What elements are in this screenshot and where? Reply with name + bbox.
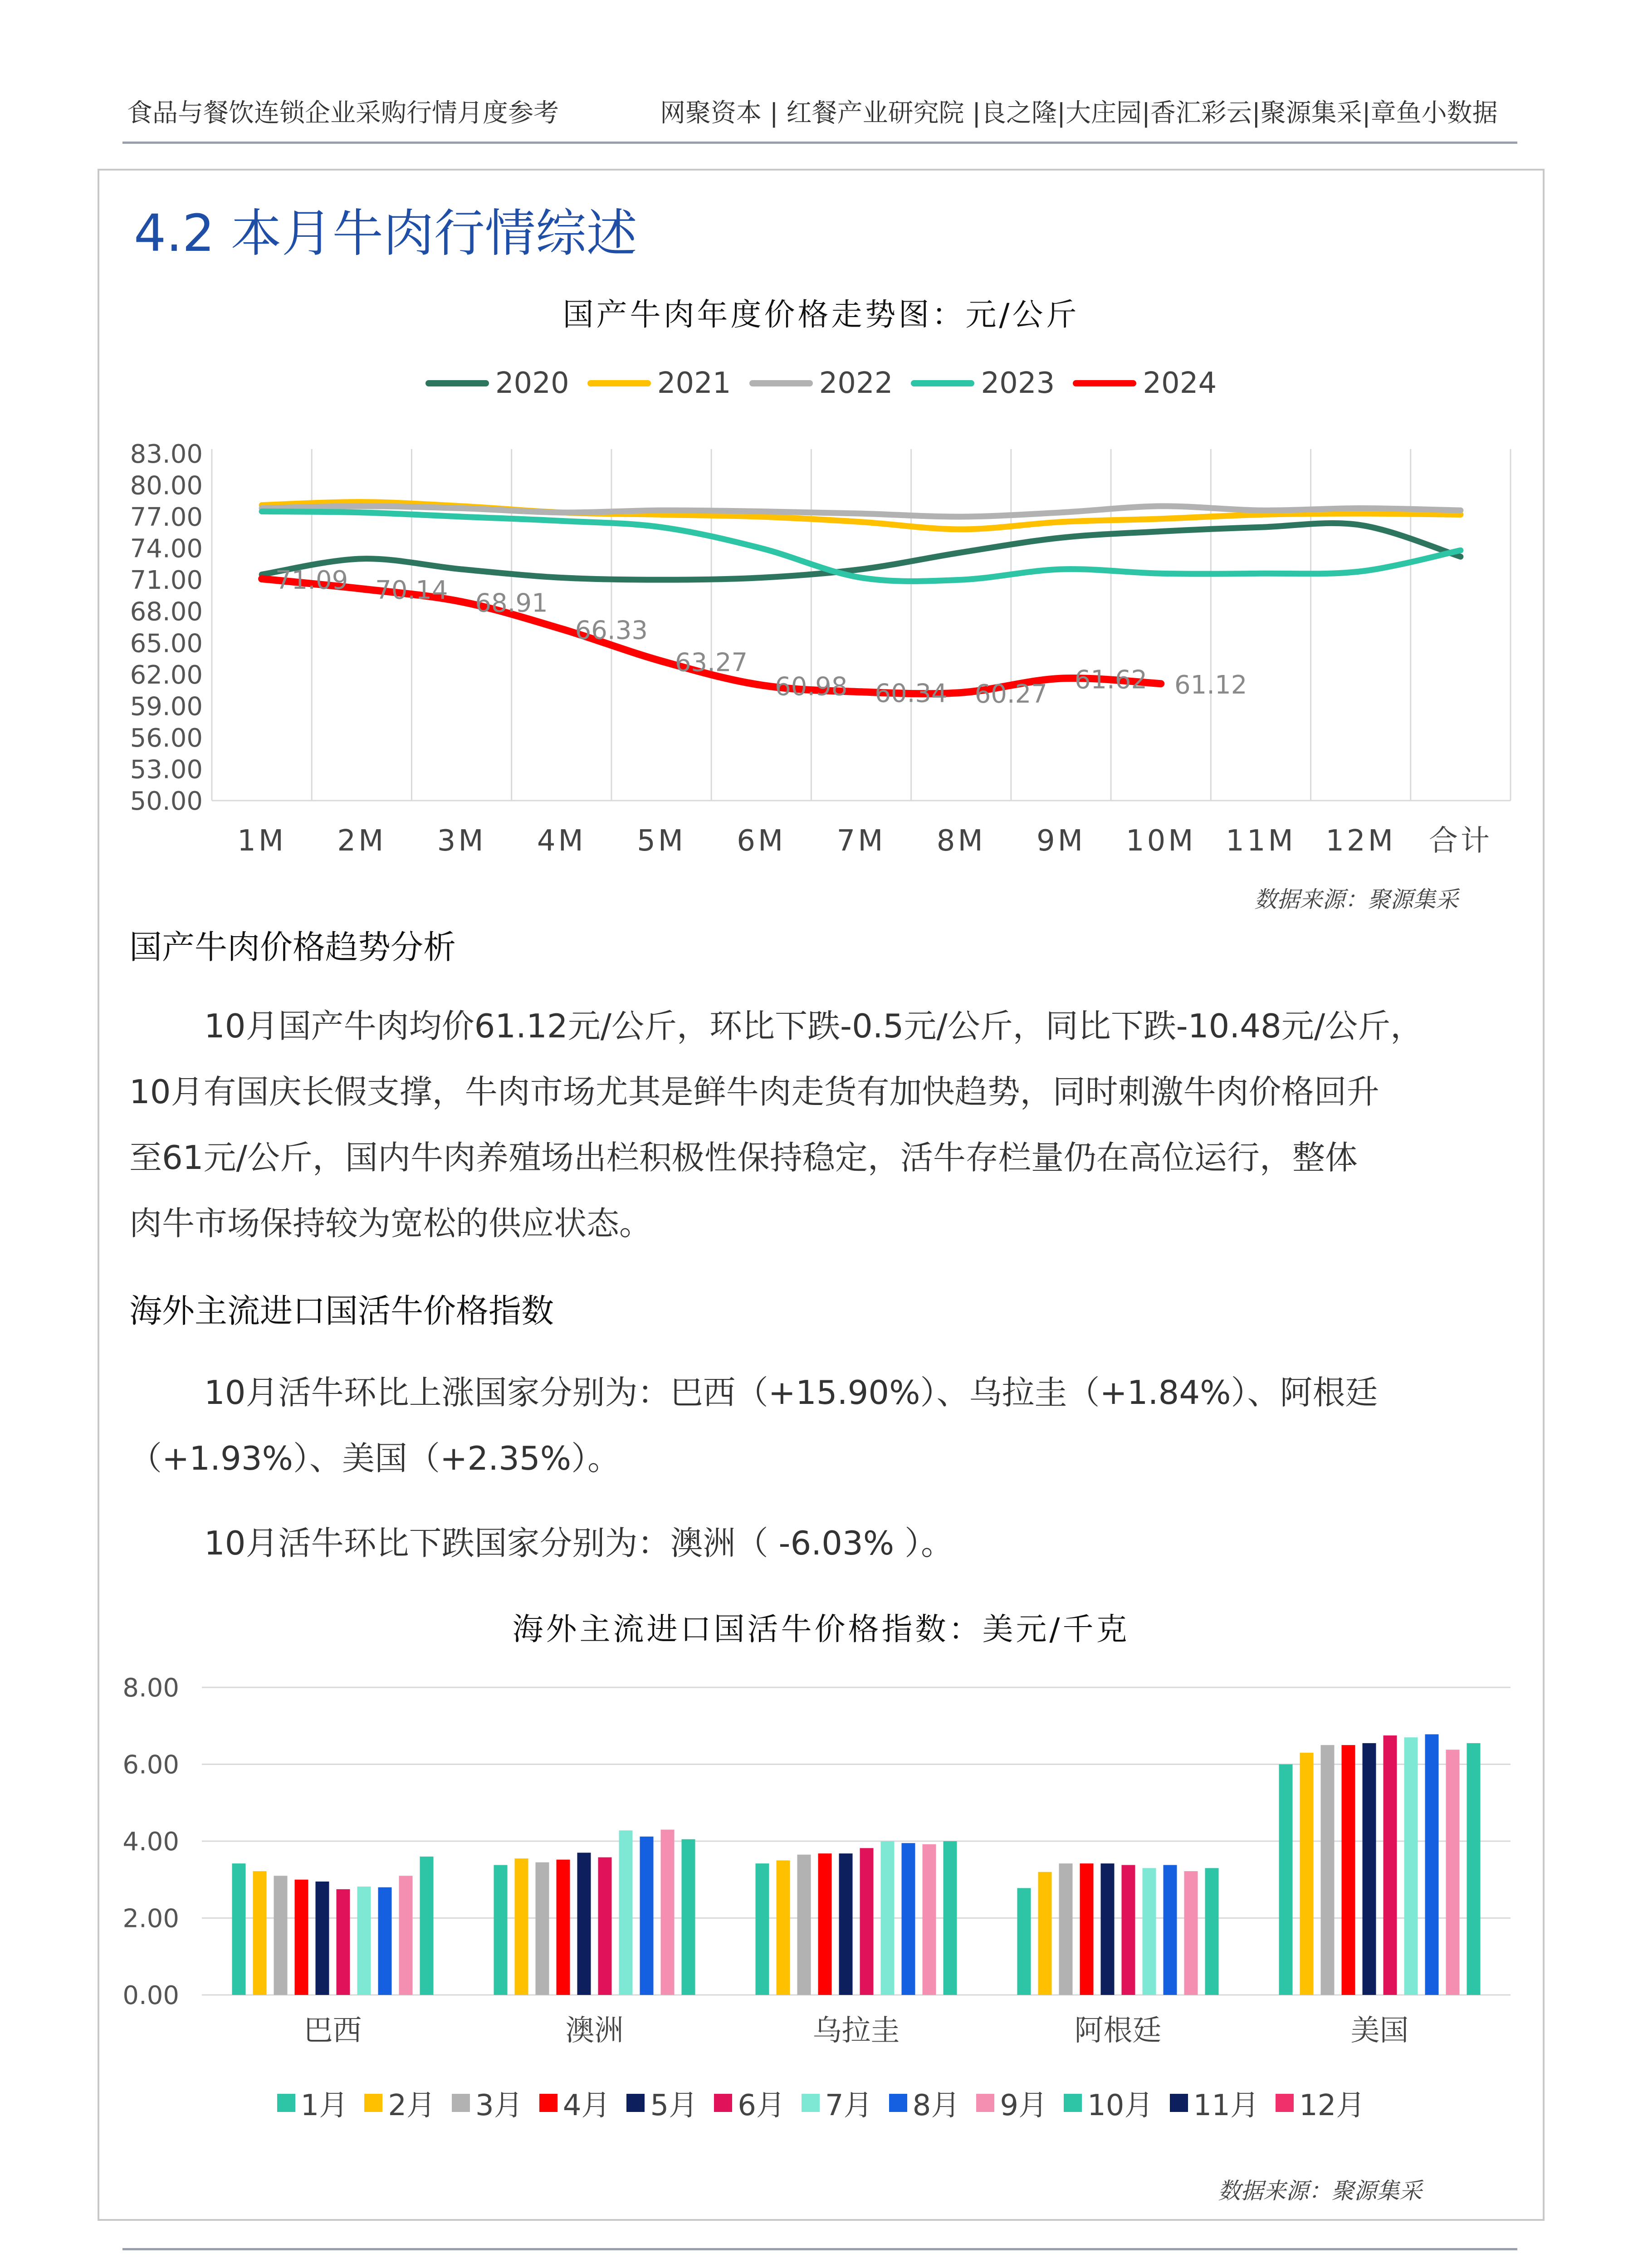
bar-阿根廷-6月: [1122, 1865, 1135, 1995]
bar-x-tick-label: 乌拉圭: [812, 2014, 900, 2048]
bar-美国-7月: [1404, 1737, 1418, 1995]
line-y-tick-label: 83.00: [130, 440, 203, 469]
line-x-tick-label: 11M: [1226, 824, 1296, 858]
bar-澳洲-4月: [557, 1860, 570, 1995]
bar-legend-item: [1170, 2082, 1259, 2124]
header-divider: [122, 142, 1517, 144]
line-x-tick-label: 1M: [237, 824, 287, 858]
line-y-tick-label: 71.00: [130, 566, 203, 596]
bar-巴西-10月: [420, 1857, 434, 1995]
line-data-label: 70.14: [375, 576, 448, 606]
bar-legend-label: 9月: [1000, 2089, 1048, 2122]
bar-legend-label: 4月: [562, 2089, 611, 2122]
bar-美国-8月: [1425, 1734, 1439, 1995]
bar-阿根廷-10月: [1205, 1868, 1219, 1995]
bar-legend-swatch: [976, 2094, 994, 2112]
bar-阿根廷-8月: [1164, 1865, 1177, 1995]
section-title: 4.2 本月牛肉行情综述: [134, 204, 637, 263]
bar-巴西-1月: [232, 1863, 246, 1995]
line-data-label: 66.33: [575, 616, 648, 645]
bar-x-tick-label: 美国: [1350, 2014, 1409, 2048]
line-x-tick-label: 2M: [337, 824, 386, 858]
bar-澳洲-1月: [494, 1865, 508, 1995]
bar-legend-item: [277, 2082, 348, 2124]
bar-巴西-2月: [253, 1871, 267, 1995]
analysis-line-2: 10月有国庆长假支撑，牛肉市场尤其是鲜牛肉走货有加快趋势，同时刺激牛肉价格回升: [129, 1073, 1379, 1111]
line-y-tick-label: 62.00: [130, 660, 203, 690]
bar-legend-swatch: [277, 2094, 295, 2112]
analysis-line-1: 10月国产牛肉均价61.12元/公斤，环比下跌-0.5元/公斤，同比下跌-10.48元/公斤，: [204, 1007, 1423, 1045]
bar-legend-swatch: [1276, 2094, 1294, 2112]
bar-澳洲-9月: [661, 1830, 675, 1995]
bar-巴西-9月: [399, 1876, 413, 1995]
bar-美国-2月: [1300, 1753, 1314, 1995]
bar-巴西-6月: [337, 1889, 350, 1995]
overseas-rise-line-2: （+1.93%）、美国（+2.35%）。: [129, 1439, 621, 1477]
line-data-label: 60.34: [875, 679, 948, 709]
bar-legend-item: [452, 2082, 523, 2124]
line-y-tick-label: 53.00: [130, 755, 203, 785]
line-legend-label: 2021: [657, 367, 731, 400]
bar-美国-5月: [1363, 1743, 1376, 1995]
bar-y-tick-label: 4.00: [122, 1827, 179, 1857]
bar-legend-item: [714, 2082, 785, 2124]
bar-澳洲-8月: [640, 1837, 654, 1995]
bar-乌拉圭-4月: [818, 1853, 832, 1995]
analysis-paragraph: [129, 993, 1517, 1256]
bar-legend-label: 2月: [388, 2089, 436, 2122]
header-publishers: 网聚资本 | 红餐产业研究院 |良之隆|大庄园|香汇彩云|聚源集采|章鱼小数据: [660, 98, 1498, 128]
bar-澳洲-5月: [577, 1853, 591, 1995]
line-data-label: 61.62: [1074, 665, 1148, 695]
bar-x-tick-label: 巴西: [303, 2014, 362, 2048]
bar-阿根廷-2月: [1038, 1872, 1052, 1995]
bar-巴西-4月: [295, 1880, 308, 1995]
bar-y-tick-label: 8.00: [122, 1673, 179, 1703]
line-x-tick-label: 8M: [936, 824, 986, 858]
bar-legend-swatch: [626, 2094, 645, 2112]
line-legend-item: [425, 367, 569, 400]
bar-阿根廷-7月: [1143, 1868, 1156, 1995]
bar-澳洲-10月: [682, 1839, 695, 1995]
line-x-tick-label: 12M: [1325, 824, 1396, 858]
bar-legend-swatch: [1064, 2094, 1082, 2112]
bar-legend-item: [976, 2082, 1047, 2124]
line-data-label: 60.27: [974, 679, 1047, 709]
bar-巴西-7月: [357, 1887, 371, 1995]
bar-y-tick-label: 0.00: [122, 1981, 179, 2010]
bar-y-tick-label: 6.00: [122, 1750, 179, 1780]
line-data-label: 63.27: [675, 648, 748, 678]
bar-乌拉圭-6月: [860, 1848, 874, 1995]
bar-legend-swatch: [714, 2094, 732, 2112]
bar-阿根廷-9月: [1184, 1871, 1198, 1995]
bar-legend-label: 5月: [650, 2089, 698, 2122]
bar-x-tick-label: 澳洲: [565, 2014, 624, 2048]
bar-legend-item: [889, 2082, 960, 2124]
line-chart-source: 数据来源：聚源集采: [1254, 886, 1458, 913]
line-legend-swatch: [911, 380, 974, 386]
line-x-tick-label: 9M: [1036, 824, 1085, 858]
line-y-tick-label: 77.00: [130, 503, 203, 533]
bar-legend-item: [802, 2082, 873, 2124]
bar-legend-item: [626, 2082, 698, 2124]
bar-legend-label: 11月: [1193, 2089, 1259, 2122]
bar-阿根廷-3月: [1059, 1863, 1073, 1995]
line-data-label: 61.12: [1174, 670, 1247, 700]
line-x-tick-label: 10M: [1125, 824, 1196, 858]
line-legend-swatch: [749, 380, 813, 386]
bar-乌拉圭-2月: [777, 1860, 790, 1995]
bar-legend-item: [364, 2082, 435, 2124]
bar-legend-swatch: [452, 2094, 470, 2112]
line-legend-label: 2023: [981, 367, 1055, 400]
bar-澳洲-3月: [536, 1862, 549, 1995]
analysis-heading: 国产牛肉价格趋势分析: [129, 928, 456, 966]
bar-美国-4月: [1342, 1745, 1355, 1995]
line-data-label: 60.98: [775, 672, 848, 702]
bar-y-tick-label: 2.00: [122, 1904, 179, 1934]
bar-乌拉圭-7月: [881, 1841, 895, 1995]
line-legend-item: [749, 367, 893, 400]
bar-x-tick-label: 阿根廷: [1074, 2014, 1162, 2048]
line-legend-label: 2020: [495, 367, 569, 400]
bar-阿根廷-4月: [1080, 1863, 1094, 1995]
line-legend-label: 2022: [819, 367, 893, 400]
bar-chart-source: 数据来源：聚源集采: [1218, 2178, 1422, 2204]
footer-divider: [122, 2248, 1517, 2250]
line-data-label: 71.09: [275, 566, 348, 596]
line-x-tick-label: 7M: [836, 824, 886, 858]
bar-legend-swatch: [802, 2094, 820, 2112]
line-legend-item: [1073, 367, 1217, 400]
line-data-label: 68.91: [475, 588, 548, 618]
overseas-fall-line: 10月活牛环比下跌国家分别为：澳洲（ -6.03% ）。: [204, 1524, 954, 1562]
bar-澳洲-2月: [515, 1858, 528, 1995]
line-x-tick-label: 合计: [1428, 824, 1492, 858]
line-legend-label: 2024: [1143, 367, 1217, 400]
bar-legend-label: 6月: [738, 2089, 785, 2122]
line-y-tick-label: 68.00: [130, 597, 203, 627]
bar-legend-label: 3月: [475, 2089, 523, 2122]
bar-美国-1月: [1279, 1765, 1293, 1995]
bar-legend-swatch: [889, 2094, 907, 2112]
bar-美国-9月: [1446, 1750, 1460, 1995]
line-y-tick-label: 74.00: [130, 534, 203, 564]
bar-阿根廷-5月: [1101, 1863, 1115, 1995]
bar-乌拉圭-8月: [902, 1843, 915, 1995]
bar-legend-label: 7月: [825, 2089, 873, 2122]
line-x-tick-label: 3M: [437, 824, 486, 858]
overseas-rise-line-1: 10月活牛环比上涨国家分别为：巴西（+15.90%）、乌拉圭（+1.84%）、阿根廷: [204, 1374, 1378, 1412]
bar-chart-title: 海外主流进口国活牛价格指数：美元/千克: [512, 1612, 1130, 1647]
line-y-tick-label: 50.00: [130, 787, 203, 816]
bar-巴西-8月: [378, 1887, 392, 1995]
line-y-tick-label: 80.00: [130, 471, 203, 501]
analysis-line-3: 至61元/公斤，国内牛肉养殖场出栏积极性保持稳定，活牛存栏量仍在高位运行，整体: [129, 1139, 1358, 1177]
header-report-title: 食品与餐饮连锁企业采购行情月度参考: [127, 98, 559, 128]
line-legend-item: [911, 367, 1055, 400]
bar-chart-legend: [98, 2082, 1545, 2124]
line-x-tick-label: 4M: [537, 824, 586, 858]
bar-乌拉圭-1月: [756, 1863, 769, 1995]
bar-legend-label: 12月: [1299, 2089, 1365, 2122]
bar-巴西-3月: [274, 1876, 288, 1995]
bar-澳洲-6月: [598, 1857, 612, 1995]
bar-澳洲-7月: [619, 1830, 633, 1995]
bar-美国-6月: [1384, 1735, 1397, 1995]
bar-legend-swatch: [539, 2094, 557, 2112]
line-y-tick-label: 59.00: [130, 692, 203, 722]
line-chart: [98, 435, 1545, 871]
overseas-heading: 海外主流进口国活牛价格指数: [129, 1292, 554, 1330]
overseas-fall-text: [129, 1510, 1517, 1576]
bar-乌拉圭-9月: [923, 1844, 936, 1995]
bar-legend-item: [1276, 2082, 1365, 2124]
bar-美国-10月: [1467, 1743, 1481, 1995]
bar-巴西-5月: [316, 1882, 329, 1995]
line-chart-title: 国产牛肉年度价格走势图：元/公斤: [562, 297, 1080, 333]
line-y-tick-label: 65.00: [130, 629, 203, 659]
bar-legend-label: 1月: [300, 2089, 348, 2122]
line-legend-swatch: [587, 380, 651, 386]
bar-乌拉圭-10月: [944, 1841, 957, 1995]
line-chart-legend: [98, 367, 1545, 400]
bar-乌拉圭-3月: [797, 1855, 811, 1995]
bar-legend-label: 8月: [912, 2089, 960, 2122]
overseas-rise-text: [129, 1360, 1517, 1491]
line-y-tick-label: 56.00: [130, 723, 203, 753]
bar-legend-swatch: [364, 2094, 382, 2112]
bar-阿根廷-1月: [1017, 1888, 1031, 1995]
bar-乌拉圭-5月: [839, 1853, 853, 1995]
line-x-tick-label: 6M: [737, 824, 786, 858]
line-legend-swatch: [425, 380, 489, 386]
bar-legend-swatch: [1170, 2094, 1188, 2112]
bar-chart: [98, 1660, 1545, 2059]
line-legend-swatch: [1073, 380, 1136, 386]
bar-legend-item: [539, 2082, 611, 2124]
line-legend-item: [587, 367, 731, 400]
line-x-tick-label: 5M: [637, 824, 686, 858]
bar-legend-item: [1064, 2082, 1153, 2124]
bar-美国-3月: [1321, 1745, 1335, 1995]
analysis-line-4: 肉牛市场保持较为宽松的供应状态。: [129, 1204, 652, 1242]
bar-legend-label: 10月: [1087, 2089, 1154, 2122]
